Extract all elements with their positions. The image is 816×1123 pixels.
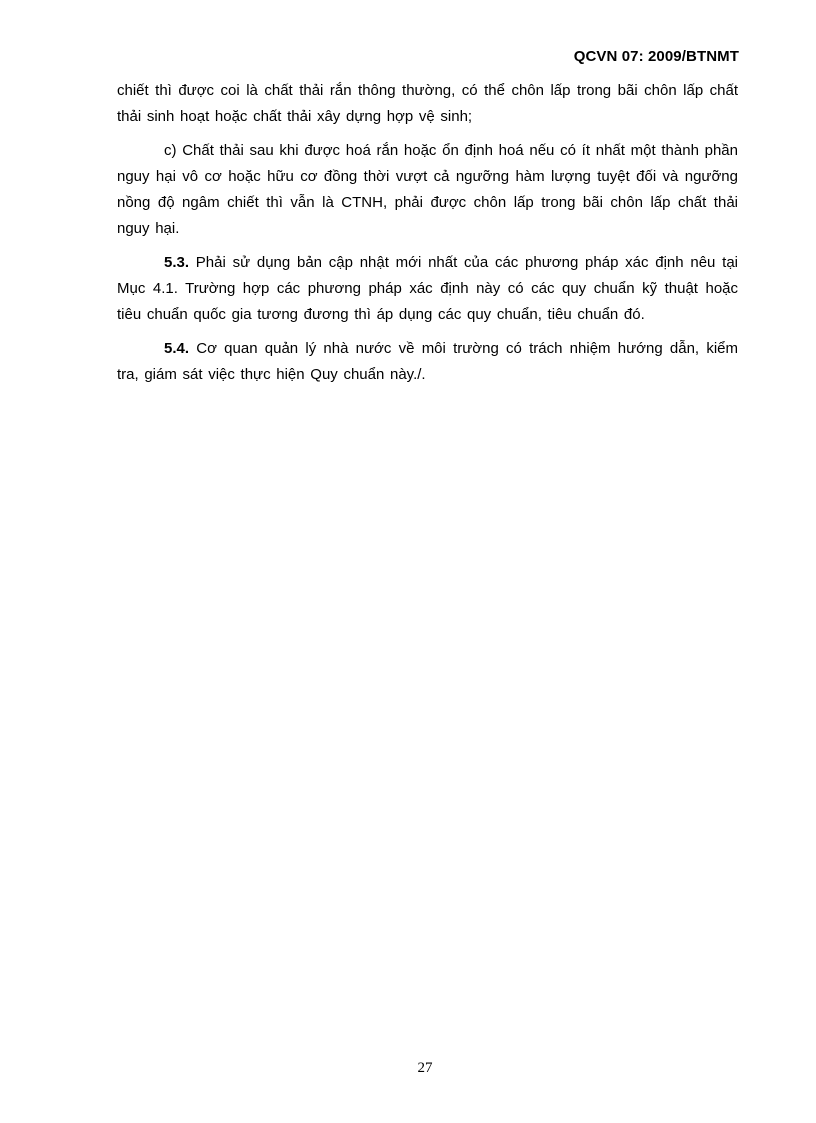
page-number: 27 bbox=[417, 1060, 433, 1076]
section-number: 5.3. bbox=[164, 254, 190, 271]
paragraph-text: Cơ quan quản lý nhà nước về môi trường có trách nhiệm hướng dẫn, kiểm tra, giám sát việc thực hiện Quy chuẩn này./. bbox=[117, 340, 738, 383]
paragraph-section-5-3 bbox=[117, 250, 738, 328]
paragraph-text: Phải sử dụng bản cập nhật mới nhất của các phương pháp xác định nêu tại Mục 4.1. Trường hợp các phương pháp xác định này có các quy chuẩn kỹ thuật hoặc tiêu chuẩn quốc gia tương đương thì áp dụng các quy chuẩn, tiêu chuẩn đó. bbox=[117, 254, 738, 323]
document-code-header: QCVN 07: 2009/BTNMT bbox=[573, 48, 739, 65]
paragraph-text: chiết thì được coi là chất thải rắn thông thường, có thể chôn lấp trong bãi chôn lấp chất thải sinh hoạt hoặc chất thải xây dựng hợp vệ sinh; bbox=[117, 82, 738, 125]
paragraph-continuation bbox=[117, 78, 738, 130]
document-body bbox=[117, 78, 738, 396]
paragraph-section-5-4 bbox=[117, 336, 738, 388]
section-number: 5.4. bbox=[164, 340, 190, 357]
paragraph-item-c bbox=[117, 138, 738, 242]
paragraph-text: c) Chất thải sau khi được hoá rắn hoặc ổn định hoá nếu có ít nhất một thành phần nguy hại vô cơ hoặc hữu cơ đồng thời vượt cả ngưỡng hàm lượng tuyệt đối và ngưỡng nồng độ ngâm chiết thì vẫn là CTNH, phải được chôn lấp trong bãi chôn lấp chất thải nguy hại. bbox=[117, 142, 738, 237]
